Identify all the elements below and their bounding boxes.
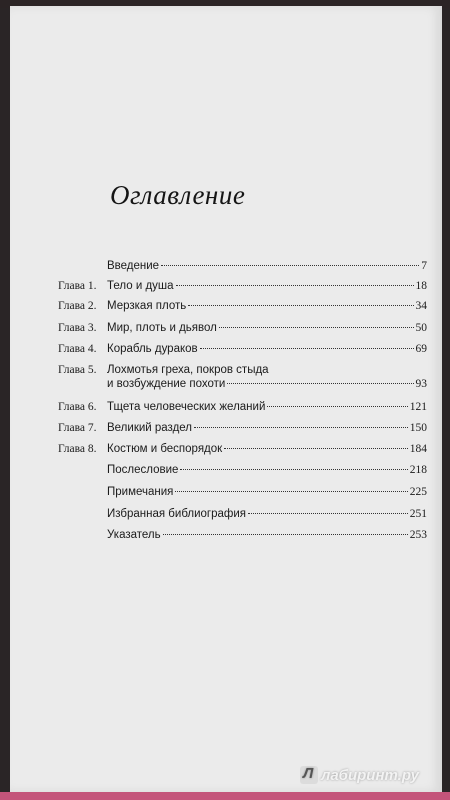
- watermark-text: лабиринт.ру: [321, 766, 419, 784]
- toc-title: Костюм и беспорядок: [107, 443, 223, 455]
- toc-title: Введение: [107, 260, 160, 272]
- toc-chapter: Глава 5.: [58, 364, 97, 376]
- toc-page: 251: [409, 508, 427, 520]
- toc-chapter: Глава 1.: [58, 280, 97, 292]
- toc-entry: [107, 343, 427, 355]
- toc-entry: [107, 443, 427, 455]
- toc-page: 34: [415, 300, 427, 312]
- toc-title: Корабль дураков: [107, 343, 198, 355]
- toc-page: 218: [409, 464, 427, 476]
- page-title: Оглавление: [110, 180, 246, 210]
- toc-page: 7: [421, 260, 427, 272]
- toc-entry: [107, 486, 427, 498]
- toc-page: 253: [409, 529, 427, 541]
- toc-page: 225: [409, 486, 427, 498]
- toc-page: 150: [409, 422, 427, 434]
- watermark: [300, 766, 419, 784]
- toc-title: Указатель: [107, 529, 161, 541]
- toc-chapter: Глава 4.: [58, 343, 97, 355]
- toc-entry: [107, 300, 427, 312]
- toc-title: Послесловие: [107, 464, 179, 476]
- toc-entry: [107, 322, 427, 334]
- toc-chapter: Глава 3.: [58, 322, 97, 334]
- toc-title: Примечания: [107, 486, 174, 498]
- toc-chapter: Глава 7.: [58, 422, 97, 434]
- toc-page: 69: [415, 343, 427, 355]
- toc-title: Мир, плоть и дьявол: [107, 322, 217, 334]
- toc-title: Тело и душа: [107, 280, 174, 292]
- toc-title: Избранная библиография: [107, 508, 247, 520]
- toc-chapter: Глава 8.: [58, 443, 97, 455]
- toc-page: 18: [415, 280, 427, 292]
- toc-entry: [107, 260, 427, 272]
- toc-chapter: Глава 2.: [58, 300, 97, 312]
- toc-entry: [107, 464, 427, 476]
- toc-entry: [107, 529, 427, 541]
- labirint-logo-icon: [300, 766, 318, 784]
- toc-entry: [107, 280, 427, 292]
- bottom-edge: [0, 792, 450, 800]
- toc-page: 121: [409, 401, 427, 413]
- toc-title: и возбуждение похоти: [107, 378, 226, 390]
- toc-chapter: Глава 6.: [58, 401, 97, 413]
- toc-entry: [107, 378, 427, 390]
- toc-entry: [107, 401, 427, 413]
- book-page: [10, 6, 442, 792]
- toc-entry: [107, 422, 427, 434]
- toc-entry: [107, 508, 427, 520]
- toc-title: Тщета человеческих желаний: [107, 401, 266, 413]
- toc-title-line1: Лохмотья греха, покров стыда: [107, 364, 269, 376]
- toc-page: 184: [409, 443, 427, 455]
- toc-page: 93: [415, 378, 427, 390]
- toc-page: 50: [415, 322, 427, 334]
- toc-title: Великий раздел: [107, 422, 193, 434]
- toc-title: Мерзкая плоть: [107, 300, 187, 312]
